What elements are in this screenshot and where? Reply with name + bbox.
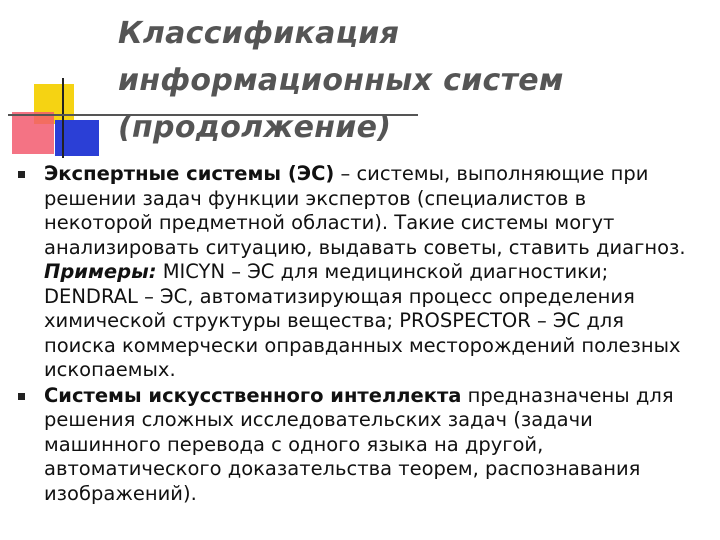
slide-title <box>118 10 678 151</box>
red-square <box>12 112 54 154</box>
title-line-1: Классификация <box>118 16 400 51</box>
title-line-3: (продолжение) <box>118 110 392 145</box>
bullet-list <box>18 162 698 506</box>
decorative-squares <box>0 0 110 170</box>
term-expert-systems: Экспертные системы (ЭС) <box>44 162 335 185</box>
item-text: предназначены для решения сложных исследовательских задач (задачи машинного перевода с одного языка на другой, автоматического доказательства теорем, распознавания изображений). <box>44 383 674 505</box>
title-line-2: информационных систем <box>118 63 564 98</box>
vertical-rule <box>62 78 64 158</box>
list-item-expert-systems <box>18 162 698 383</box>
item-text-examples: MICYN – ЭС для медицинской диагностики; DENDRAL – ЭС, автоматизирующая процесс определения химической структуры вещества; PROSPECTOR – ЭС для поиска коммерчески оправданных месторождений полезных ископаемых. <box>44 260 681 381</box>
square-bullet-icon <box>18 393 25 400</box>
item-text: – системы, выполняющие при решении задач функции экспертов (специалистов в некоторой предметной области). Такие системы могут анализировать ситуацию, выдавать советы, ставить диагноз. <box>44 162 686 259</box>
list-item-ai-systems <box>18 384 698 507</box>
examples-label: Примеры: <box>44 260 157 283</box>
square-bullet-icon <box>18 171 25 178</box>
term-ai-systems: Системы искусственного интеллекта <box>44 383 462 407</box>
